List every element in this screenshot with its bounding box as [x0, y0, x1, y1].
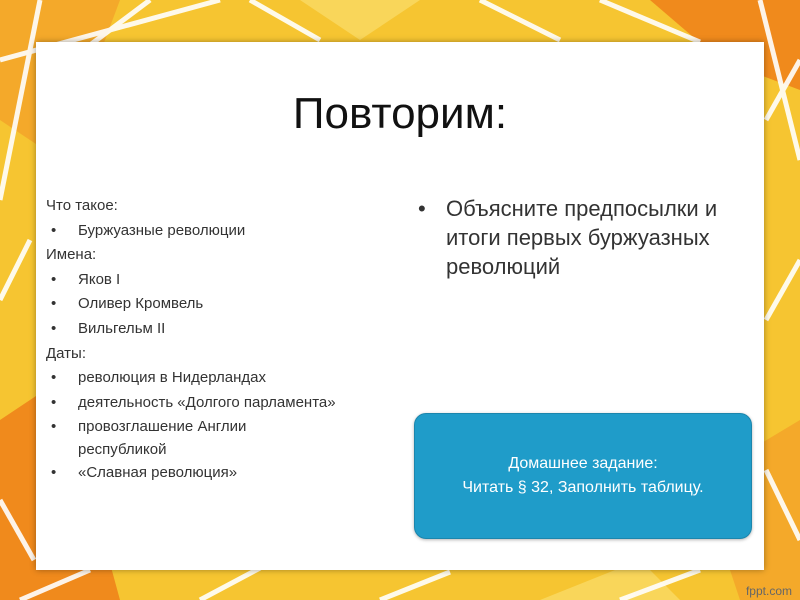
homework-title: Домашнее задание: [508, 455, 658, 472]
homework-box [414, 413, 752, 539]
slide-title: Повторим: [292, 89, 508, 138]
heading-what: Что такое: [46, 197, 118, 214]
list-item-name: • Оливер Кромвель [46, 292, 416, 317]
list-item-date: • провозглашение Англии республикой [46, 415, 288, 461]
right-column [418, 194, 764, 281]
left-column [46, 194, 416, 486]
list-item-date: • революция в Нидерландах [46, 366, 416, 391]
watermark-text: fppt.com [745, 584, 792, 598]
heading-names: Имена: [46, 246, 97, 264]
list-item-what: • Буржуазные революции [46, 219, 416, 244]
list-item-name: • Яков I [46, 268, 416, 293]
list-item-date: • деятельность «Долгого парламента» [46, 391, 416, 416]
list-item-name: • Вильгельм II [46, 317, 416, 342]
heading-dates: Даты: [46, 344, 86, 362]
list-item-date: • «Славная революция» [46, 461, 416, 486]
slide-content [36, 42, 764, 570]
question-bullet: • Объясните предпосылки и итоги первых буржуазных революций [418, 194, 764, 281]
homework-task: Читать § 32, Заполнить таблицу. [462, 479, 704, 496]
